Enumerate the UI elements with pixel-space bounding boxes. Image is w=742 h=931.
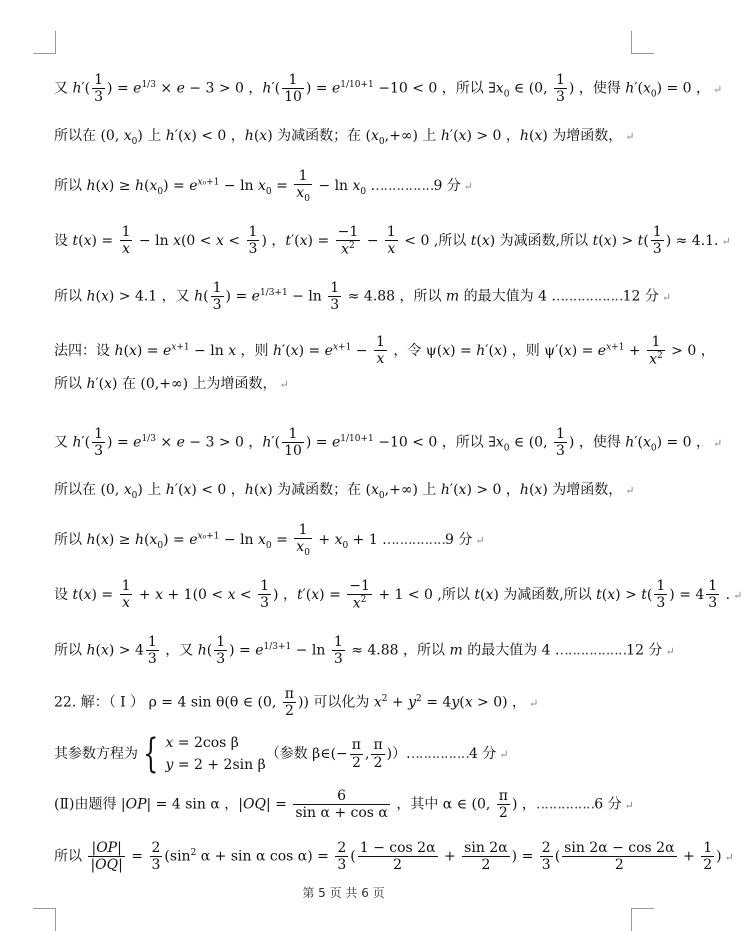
line-16: 所以 $\frac{|OP|}{|OQ|}$ = $\frac{2}{3}$ ($\sin^2$ α + sin α cos α) = $\frac{2}{3}$ ( $\frac{1 - \cos 2\alpha}{2}$ + $\frac{\sin 2\alpha}{2}$ ) = $\frac{2}{3}$ ( $\frac{\sin 2\alpha - \cos 2\alpha}{2}$ + $\frac{1}{2}$ ) ↵ — [54, 840, 734, 874]
line-11: 设 t(x) = $\frac{1}{x}$ + x + 1(0 < x < $\frac{1}{3}$ ) ，t′(x) = $\frac{-1}{x^2}$ + 1 < 0 ,所以 t(x) 为减函数,所以 t(x) > t( $\frac{1}{3}$ ) = 4 $\frac{1}{3}$ . ↵ — [54, 578, 742, 612]
line-7: 所以 h′(x) 在 (0,+∞) 上为增函数， ↵ — [54, 376, 289, 392]
line-14: 其参数方程为 { x = 2cos β y = 2 + 2sin β （参数 β∈(− $\frac{\pi}{2}$ , $\frac{\pi}{2}$ )）.‥‥‥‥‥‥‥4 分 ↵ — [54, 731, 509, 777]
line-5: 所以 h(x) > 4.1 ，又 h( $\frac{1}{3}$ ) = $e^{1/3+1} - \ln$ $\frac{1}{3}$ ≈ 4.88 ，所以 m 的最大值为 4 .‥‥‥‥‥‥‥‥12 分 ↵ — [54, 280, 672, 314]
param-y: y = 2 + 2sin β — [165, 757, 266, 773]
line-12: 所以 h(x) > 4 $\frac{1}{3}$ ，又 h( $\frac{1}{3}$ ) = $e^{1/3+1} - \ln$ $\frac{1}{3}$ ≈ 4.88 ，所以 m 的最大值为 4 .‥‥‥‥‥‥‥‥12 分 ↵ — [54, 634, 675, 668]
line-15: (Ⅱ)由题得 |OP| = 4 sin α ，|OQ| = $\frac{6}{\text{sin α + cos α}}$ ，其中 α ∈ (0, $\frac{\pi}{2}$ ) ，‥‥‥‥‥‥‥6 分 ↵ — [54, 788, 634, 822]
param-intro: 其参数方程为 — [54, 746, 138, 762]
param-x: x = 2cos β — [165, 735, 239, 751]
crop-mark-top-left — [33, 31, 56, 54]
line-8: 又 h′( $\frac{1}{3}$ ) = $e^{1/3} \times e - 3 > 0$ ，h′( $\frac{1}{10}$ ) = $e^{1/10+1} -10 < 0$ ，所以 $\exists x_0$ ∈ (0, $\frac{1}{3}$ ) ，使得 $h'(x_0) = 0$ ， ↵ — [54, 426, 723, 460]
page-footer: 第 5 页 共 6 页 — [302, 886, 385, 900]
crop-mark-bottom-right — [631, 908, 654, 931]
line-9: 所以在 (0, $x_0$) 上 h′(x) < 0 ，h(x) 为减函数；在 $(x_0,+\infty)$ 上 h′(x) > 0 ，h(x) 为增函数， ↵ — [54, 482, 635, 501]
line-2: 所以在 (0, $x_0$) 上 h′(x) < 0 ，h(x) 为减函数；在 $(x_0,+\infty)$ 上 h′(x) > 0 ，h(x) 为增函数， ↵ — [54, 128, 635, 147]
brace: { — [143, 731, 159, 777]
crop-mark-bottom-left — [33, 908, 56, 931]
line-6: 法四：设 $h(x) = e^{x+1} - \ln x$ ，则 $h'(x) = e^{x+1}$ − $\frac{1}{x}$ ，令 ψ(x) = h′(x) ，则 $\psi'(x) = e^{x+1}$ + $\frac{1}{x^2}$ > 0 ， — [54, 334, 715, 368]
line-10: 所以 $h(x) \ge h(x_0) = e^{x_0+1} - \ln x_0$ = $\frac{1}{x_0}$ + $x_0 + 1$ .‥‥‥‥‥‥‥9 分 ↵ — [54, 522, 485, 558]
line-3: 所以 $h(x) \ge h(x_0) = e^{x_0+1} - \ln x_0$ = $\frac{1}{x_0}$ − $\ln x_0$ .‥‥‥‥‥‥‥9 分 ↵ — [54, 168, 474, 204]
line-13: 22. 解：（ Ⅰ ） ρ = 4 sin θ(θ ∈ (0, $\frac{\pi}{2}$ )) 可以化为 $x^2 + y^2 = 4y(x > 0)$ ， ↵ — [54, 686, 539, 720]
line-4: 设 t(x) = $\frac{1}{x}$ − ln x(0 < x < $\frac{1}{3}$ ) ，t′(x) = $\frac{-1}{x^2}$ − $\frac{1}{x}$ < 0 ,所以 t(x) 为减函数,所以 t(x) > t( $\frac{1}{3}$ ) ≈ 4.1. ↵ — [54, 224, 731, 258]
crop-mark-top-right — [631, 31, 654, 54]
param-system — [165, 732, 265, 776]
line-1: 又 h′( $\frac{1}{3}$ ) = $e^{1/3} \times e - 3 > 0$ ，h′( $\frac{1}{10}$ ) = $e^{1/10+1} -10 < 0$ ，所以 $\exists x_0$ ∈ (0, $\frac{1}{3}$ ) ，使得 $h'(x_0) = 0$ ， ↵ — [54, 72, 723, 106]
